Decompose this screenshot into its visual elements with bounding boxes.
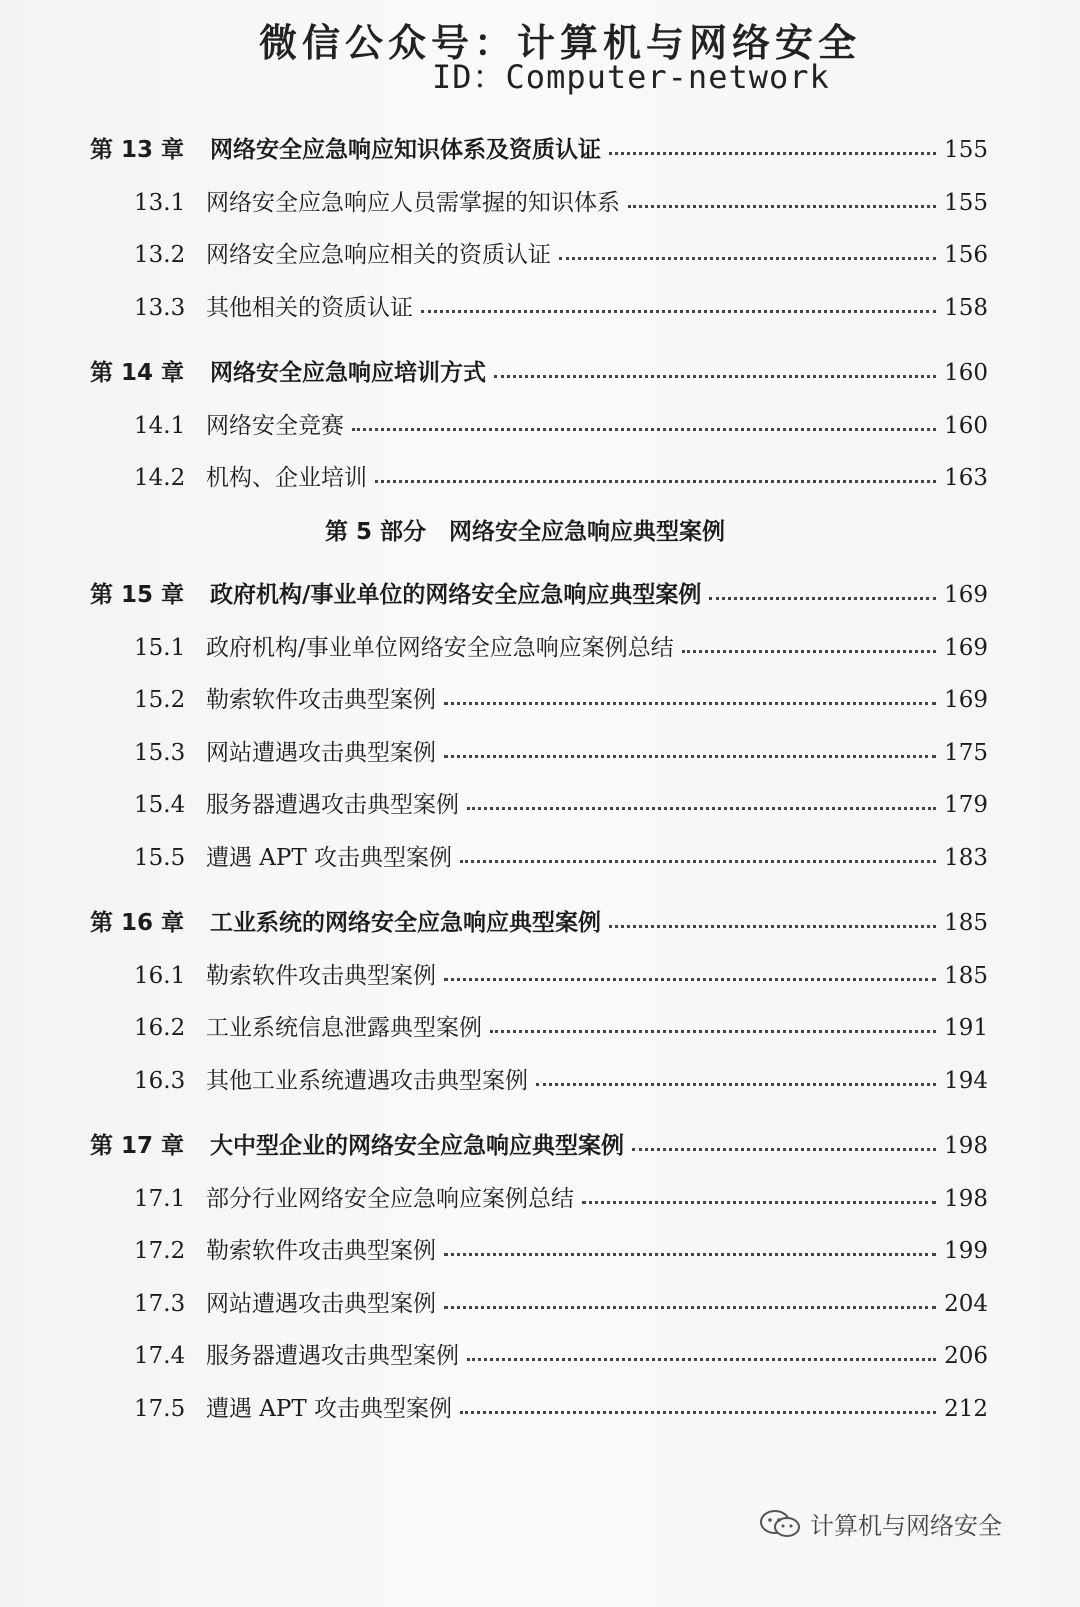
dot-leader [444, 1251, 936, 1256]
section-number: 17.4 [134, 1343, 186, 1369]
section-number: 17.2 [134, 1238, 186, 1264]
section-number: 17.5 [134, 1395, 186, 1422]
chapter-number: 第 13 章 [90, 137, 185, 163]
page-number: 156 [944, 242, 988, 268]
dot-leader [467, 1356, 936, 1361]
chapter-number: 第 16 章 [90, 910, 185, 936]
section-number: 13.1 [134, 189, 186, 216]
section-number: 16.3 [134, 1067, 186, 1094]
dot-leader [682, 648, 936, 653]
page-number: 155 [944, 137, 988, 163]
chapter-title: 网络安全应急响应培训方式 [210, 360, 486, 386]
section-title: 勒索软件攻击典型案例 [206, 687, 436, 713]
section-number: 16.2 [134, 1015, 186, 1041]
section-title: 部分行业网络安全应急响应案例总结 [206, 1185, 574, 1212]
toc-section-row[interactable] [0, 1174, 1080, 1214]
toc-section-row[interactable] [0, 1226, 1080, 1266]
page-number: 183 [944, 844, 988, 871]
watermark [758, 1506, 1002, 1541]
part-title: 第 5 部分 网络安全应急响应典型案例 [324, 518, 726, 545]
section-title: 工业系统信息泄露典型案例 [206, 1015, 482, 1041]
section-number: 15.1 [134, 634, 186, 661]
toc-section-row[interactable] [0, 401, 1080, 441]
page-number: 169 [944, 582, 988, 608]
dot-leader [709, 595, 936, 600]
toc-section-row[interactable] [0, 1056, 1080, 1096]
section-title: 勒索软件攻击典型案例 [206, 962, 436, 989]
dot-leader [460, 858, 936, 863]
page-number: 191 [944, 1015, 988, 1041]
section-number: 13.2 [134, 242, 186, 268]
dot-leader [460, 1409, 936, 1414]
dot-leader [628, 203, 936, 208]
toc-section-row[interactable] [0, 1384, 1080, 1424]
toc-section-row[interactable] [0, 675, 1080, 715]
section-number: 14.1 [134, 412, 186, 439]
section-title: 遭遇 APT 攻击典型案例 [206, 844, 453, 871]
toc-chapter-row[interactable] [0, 898, 1080, 938]
chapter-title: 大中型企业的网络安全应急响应典型案例 [210, 1133, 624, 1159]
toc-chapter-row[interactable] [0, 125, 1080, 165]
section-title: 其他相关的资质认证 [206, 294, 413, 321]
page-number: 185 [944, 962, 988, 989]
page-number: 160 [944, 412, 988, 439]
section-number: 17.3 [134, 1290, 186, 1317]
toc-section-row[interactable] [0, 1279, 1080, 1319]
page-number: 199 [944, 1238, 988, 1264]
toc-chapter-row[interactable] [0, 1121, 1080, 1161]
section-number: 15.3 [134, 739, 186, 766]
section-number: 15.4 [134, 792, 186, 818]
page-number: 163 [944, 465, 988, 491]
section-title: 遭遇 APT 攻击典型案例 [206, 1395, 453, 1422]
section-title: 政府机构/事业单位网络安全应急响应案例总结 [206, 634, 674, 661]
section-title: 机构、企业培训 [206, 465, 367, 491]
page-number: 160 [944, 360, 988, 386]
page-number: 198 [944, 1133, 988, 1159]
section-number: 14.2 [134, 465, 186, 491]
header-title: 微信公众号：计算机与网络安全 [258, 21, 861, 65]
part-heading [0, 513, 1080, 546]
header-id: ID：Computer-network [432, 58, 830, 96]
chapter-title: 政府机构/事业单位的网络安全应急响应典型案例 [210, 582, 702, 608]
page-number: 206 [944, 1343, 988, 1369]
toc-section-row[interactable] [0, 178, 1080, 218]
chapter-number: 第 14 章 [90, 360, 185, 386]
page-number: 175 [944, 739, 988, 766]
dot-leader [352, 426, 936, 431]
dot-leader [609, 923, 936, 928]
section-title: 其他工业系统遭遇攻击典型案例 [206, 1067, 528, 1094]
section-title: 服务器遭遇攻击典型案例 [206, 792, 459, 818]
dot-leader [467, 805, 936, 810]
dot-leader [375, 478, 936, 483]
page-number: 198 [944, 1185, 988, 1212]
toc-section-row[interactable] [0, 728, 1080, 768]
page-number: 179 [944, 792, 988, 818]
chapter-number: 第 17 章 [90, 1133, 185, 1159]
page-number: 155 [944, 189, 988, 216]
watermark-label: 计算机与网络安全 [810, 1512, 1002, 1540]
section-title: 服务器遭遇攻击典型案例 [206, 1343, 459, 1369]
section-number: 15.5 [134, 844, 186, 871]
dot-leader [490, 1028, 936, 1033]
section-title: 网络安全应急响应相关的资质认证 [206, 242, 551, 268]
wechat-icon [758, 1508, 802, 1540]
section-number: 15.2 [134, 687, 186, 713]
section-title: 网络安全竞赛 [206, 412, 344, 439]
page-number: 212 [944, 1395, 988, 1422]
chapter-title: 网络安全应急响应知识体系及资质认证 [210, 137, 601, 163]
toc-section-row[interactable] [0, 951, 1080, 991]
section-number: 17.1 [134, 1185, 186, 1212]
toc-chapter-row[interactable] [0, 348, 1080, 388]
dot-leader [444, 700, 936, 705]
toc-section-row[interactable] [0, 1331, 1080, 1371]
page-number: 169 [944, 687, 988, 713]
section-title: 网站遭遇攻击典型案例 [206, 739, 436, 766]
dot-leader [444, 976, 936, 981]
section-title: 网络安全应急响应人员需掌握的知识体系 [206, 189, 620, 216]
toc-section-row[interactable] [0, 1003, 1080, 1043]
dot-leader [609, 150, 936, 155]
dot-leader [494, 373, 936, 378]
toc-section-row[interactable] [0, 453, 1080, 493]
page-number: 204 [944, 1290, 988, 1317]
section-number: 13.3 [134, 294, 186, 321]
section-title: 勒索软件攻击典型案例 [206, 1238, 436, 1264]
chapter-title: 工业系统的网络安全应急响应典型案例 [210, 910, 601, 936]
toc-section-row[interactable] [0, 623, 1080, 663]
dot-leader [582, 1199, 936, 1204]
dot-leader [559, 255, 936, 260]
toc-section-row[interactable] [0, 230, 1080, 270]
dot-leader [536, 1081, 936, 1086]
toc-section-row[interactable] [0, 283, 1080, 323]
page-number: 185 [944, 910, 988, 936]
section-number: 16.1 [134, 962, 186, 989]
toc-section-row[interactable] [0, 780, 1080, 820]
dot-leader [444, 753, 936, 758]
dot-leader [444, 1304, 936, 1309]
chapter-number: 第 15 章 [90, 582, 185, 608]
dot-leader [421, 308, 936, 313]
toc-section-row[interactable] [0, 833, 1080, 873]
page-number: 158 [944, 294, 988, 321]
section-title: 网站遭遇攻击典型案例 [206, 1290, 436, 1317]
page-number: 194 [944, 1067, 988, 1094]
dot-leader [632, 1146, 936, 1151]
toc-chapter-row[interactable] [0, 570, 1080, 610]
page-number: 169 [944, 634, 988, 661]
